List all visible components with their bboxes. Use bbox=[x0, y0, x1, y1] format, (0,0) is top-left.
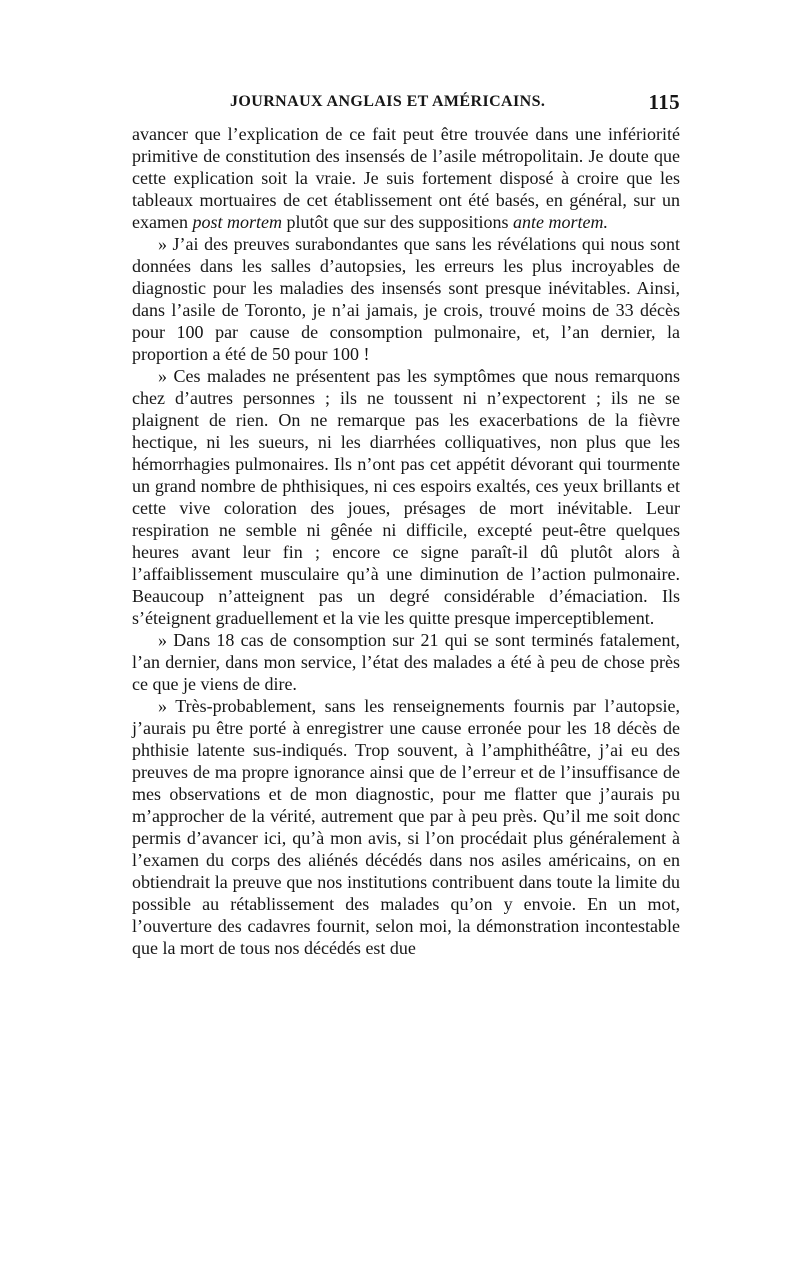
paragraph-text: plutôt que sur des suppositions bbox=[281, 212, 513, 232]
paragraph: » Ces malades ne présentent pas les symptômes que nous remarquons chez d’autres personnes ; ils ne toussent ni n’expectorent ; ils ne se plaignent de rien. On ne remarque pas les exacerbations de la fièvre hectique, ni les sueurs, ni les diarrhées colliquatives, non plus que les hémorrhagies pulmonaires. Ils n’ont pas cet appétit dévorant qui tourmente un grand nombre de phthisiques, ni ces espoirs exaltés, ces yeux brillants et cette vive coloration des joues, présages de mort inévitable. Leur respiration ne semble ni gênée ni difficile, excepté peut-être quelques heures avant leur fin ; encore ce signe paraît-il dû plutôt alors à l’affaiblissement musculaire qu’à une diminution de l’action pulmonaire. Beaucoup n’atteignent pas un degré considérable d’émaciation. Ils s’éteignent graduellement et la vie les quitte presque imperceptiblement. bbox=[132, 366, 680, 628]
running-header bbox=[132, 90, 680, 123]
running-title: JOURNAUX ANGLAIS ET AMÉRICAINS. bbox=[230, 93, 546, 110]
latin-term-ante-mortem: ante mortem. bbox=[512, 212, 608, 232]
latin-term-post-mortem: post mortem bbox=[192, 212, 282, 232]
paragraph-text: avancer que l’explication de ce fait peut être trouvée dans une infériorité primitive de constitution des insensés de l’asile métropolitain. Je doute que cette explication soit la vraie. Je suis fortement disposé à croire que les tableaux mortuaires de cet établissement ont été basés, en général, sur un examen bbox=[132, 124, 680, 232]
body-text bbox=[132, 123, 680, 959]
paragraph: » Dans 18 cas de consomption sur 21 qui se sont terminés fatalement, l’an dernier, dans mon service, l’état des malades a été à peu de chose près ce que je viens de dire. bbox=[132, 630, 680, 694]
page-number: 115 bbox=[648, 90, 680, 114]
paragraph-continuation bbox=[132, 123, 680, 233]
book-page bbox=[132, 90, 680, 1193]
paragraph: » J’ai des preuves surabondantes que sans les révélations qui nous sont données dans les salles d’autopsies, les erreurs les plus incroyables de diagnostic pour les maladies des insensés sont presque inévitables. Ainsi, dans l’asile de Toronto, je n’ai jamais, je crois, trouvé moins de 33 décès pour 100 par cause de consomption pulmonaire, et, l’an dernier, la proportion a été de 50 pour 100 ! bbox=[132, 234, 680, 364]
paragraph: » Très-probablement, sans les renseignements fournis par l’autopsie, j’aurais pu être porté à enregistrer une cause erronée pour les 18 décès de phthisie latente sus-indiqués. Trop souvent, à l’amphithéâtre, j’ai eu des preuves de ma propre ignorance ainsi que de l’erreur et de l’insuffisance de mes observations et de mon diagnostic, pour me flatter que j’aurais pu m’approcher de la vérité, autrement que par à peu près. Qu’il me soit donc permis d’avancer ici, qu’à mon avis, si l’on procédait plus généralement à l’examen du corps des aliénés décédés dans nos asiles américains, on en obtiendrait la preuve que nos institutions contribuent dans toute la limite du possible au rétablissement des malades qu’on y envoie. En un mot, l’ouverture des cadavres fournit, selon moi, la démonstration incontestable que la mort de tous nos décédés est due bbox=[132, 696, 680, 958]
